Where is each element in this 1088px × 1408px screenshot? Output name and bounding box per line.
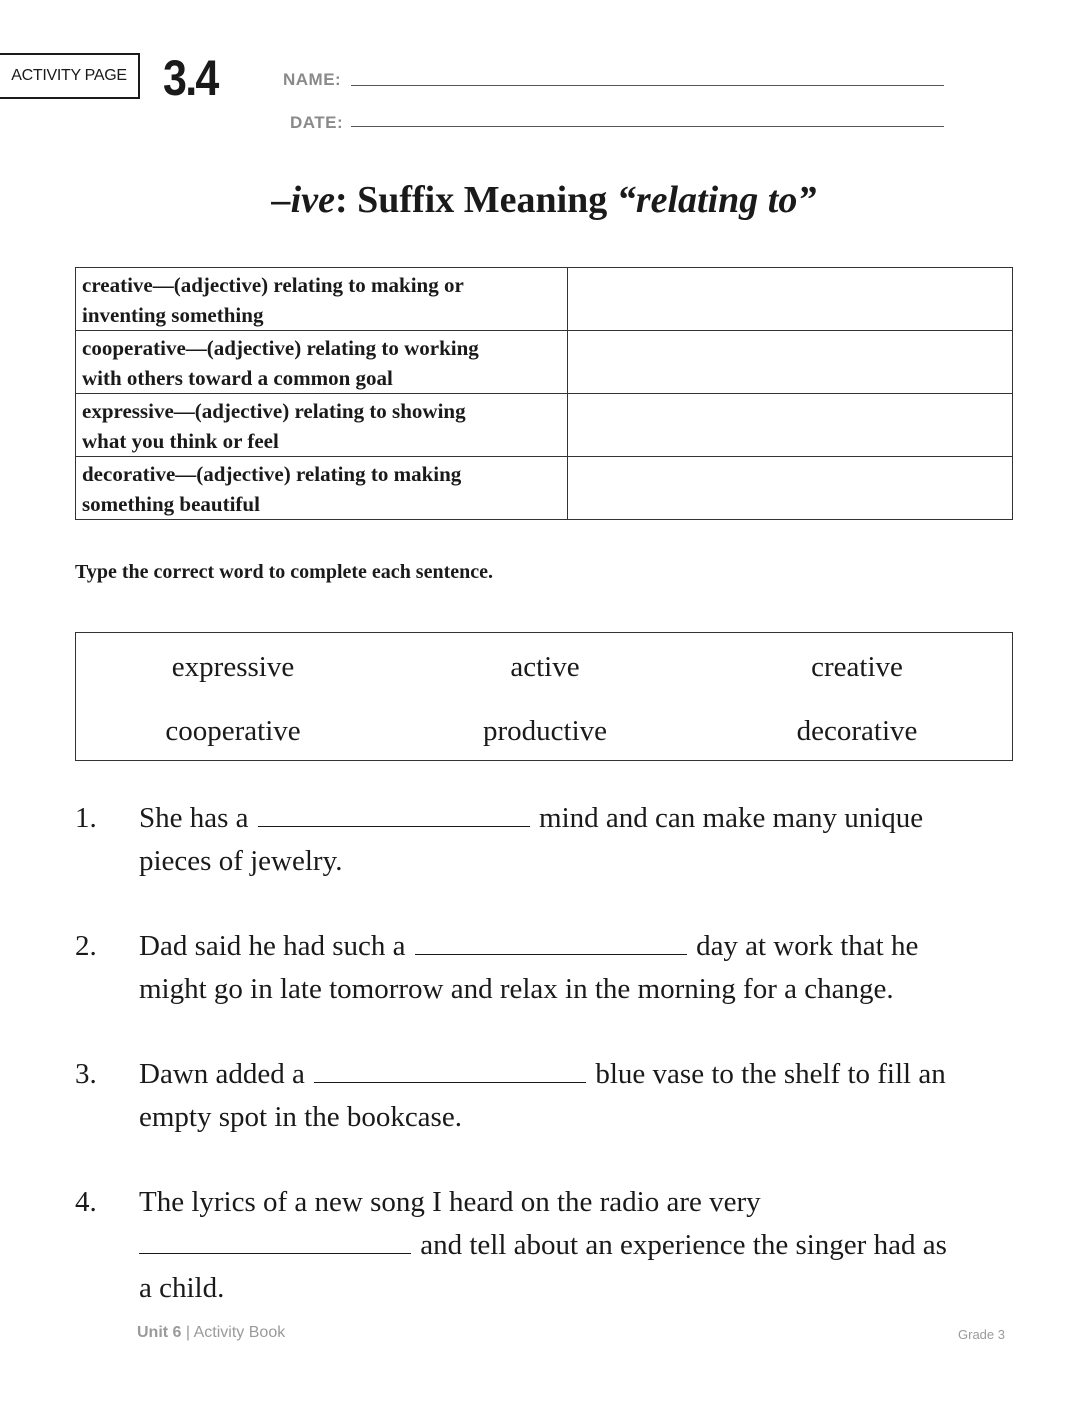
table-row: [76, 457, 1013, 520]
definition-line-2: with others toward a common goal: [82, 366, 393, 390]
date-label: DATE:: [290, 113, 344, 132]
page-number: 3.4: [163, 50, 218, 106]
definition-line-1: decorative—(adjective) relating to making: [82, 462, 462, 486]
sentence-line-3: a child.: [139, 1272, 225, 1304]
answer-cell[interactable]: [568, 268, 1013, 331]
definition-cell: [76, 457, 568, 520]
answer-cell[interactable]: [568, 457, 1013, 520]
sentence-line-2: empty spot in the bookcase.: [139, 1101, 462, 1133]
sentence-text: [139, 797, 1009, 883]
sentence-after: mind and can make many unique: [539, 802, 924, 834]
name-label: NAME:: [283, 70, 342, 89]
sentence-after: blue vase to the shelf to fill an: [595, 1058, 946, 1090]
sentence-after: day at work that he: [696, 930, 919, 962]
footer-grade: Grade 3: [958, 1327, 1005, 1342]
table-row: [76, 331, 1013, 394]
instructions: Type the correct word to complete each sentence.: [75, 561, 494, 583]
word-bank: [75, 632, 1013, 761]
sentence-before: Dawn added a: [139, 1058, 305, 1090]
title-rest: : Suffix Meaning: [334, 179, 617, 221]
vocabulary-table: [75, 267, 1013, 520]
answer-blank[interactable]: [258, 798, 530, 827]
date-field-line[interactable]: [351, 126, 944, 127]
sentence-before: Dad said he had such a: [139, 930, 406, 962]
activity-page-text: ACTIVITY PAGE: [11, 67, 127, 84]
sentence-text: [139, 1053, 1009, 1139]
definition-line-1: cooperative—(adjective) relating to working: [82, 336, 479, 360]
answer-blank[interactable]: [314, 1054, 586, 1083]
definition-line-1: expressive—(adjective) relating to showing: [82, 399, 466, 423]
definition-line-1: creative—(adjective) relating to making or: [82, 273, 464, 297]
footer-unit: [137, 1324, 285, 1342]
definition-cell: [76, 268, 568, 331]
definition-line-2: something beautiful: [82, 492, 260, 516]
footer-unit-number: Unit 6: [137, 1324, 182, 1341]
definition-cell: [76, 331, 568, 394]
definition-cell: [76, 394, 568, 457]
sentence-number: 4.: [75, 1186, 97, 1218]
sentence-line-1: The lyrics of a new song I heard on the radio are very: [139, 1186, 761, 1218]
answer-blank[interactable]: [415, 926, 687, 955]
sentence-after: and tell about an experience the singer had as: [420, 1229, 947, 1261]
word-bank-item: decorative: [796, 715, 918, 747]
answer-cell[interactable]: [568, 331, 1013, 394]
word-bank-item: creative: [811, 651, 903, 683]
page-title: [0, 178, 1088, 222]
word-bank-item: expressive: [171, 651, 295, 683]
name-field-line[interactable]: [351, 85, 944, 86]
sentence-number: 2.: [75, 930, 97, 962]
table-row: [76, 394, 1013, 457]
title-quote: “relating to”: [616, 179, 817, 221]
word-bank-item: active: [510, 651, 580, 683]
sentence-number: 1.: [75, 802, 97, 834]
sentence-before: She has a: [139, 802, 249, 834]
sentence-line-2: might go in late tomorrow and relax in the morning for a change.: [139, 973, 894, 1005]
word-bank-item: productive: [482, 715, 607, 747]
table-row: [76, 268, 1013, 331]
footer-separator: |: [181, 1324, 194, 1341]
definition-line-2: inventing something: [82, 303, 264, 327]
answer-cell[interactable]: [568, 394, 1013, 457]
activity-page-label: [0, 53, 140, 99]
sentence-text: [139, 1181, 1009, 1310]
definition-line-2: what you think or feel: [82, 429, 279, 453]
sentence-text: [139, 925, 1009, 1011]
title-suffix: –ive: [271, 179, 335, 221]
word-bank-item: cooperative: [165, 715, 301, 747]
answer-blank[interactable]: [139, 1225, 411, 1254]
footer-book: Activity Book: [193, 1324, 286, 1341]
sentence-line-2: pieces of jewelry.: [139, 845, 343, 877]
sentence-number: 3.: [75, 1058, 97, 1090]
